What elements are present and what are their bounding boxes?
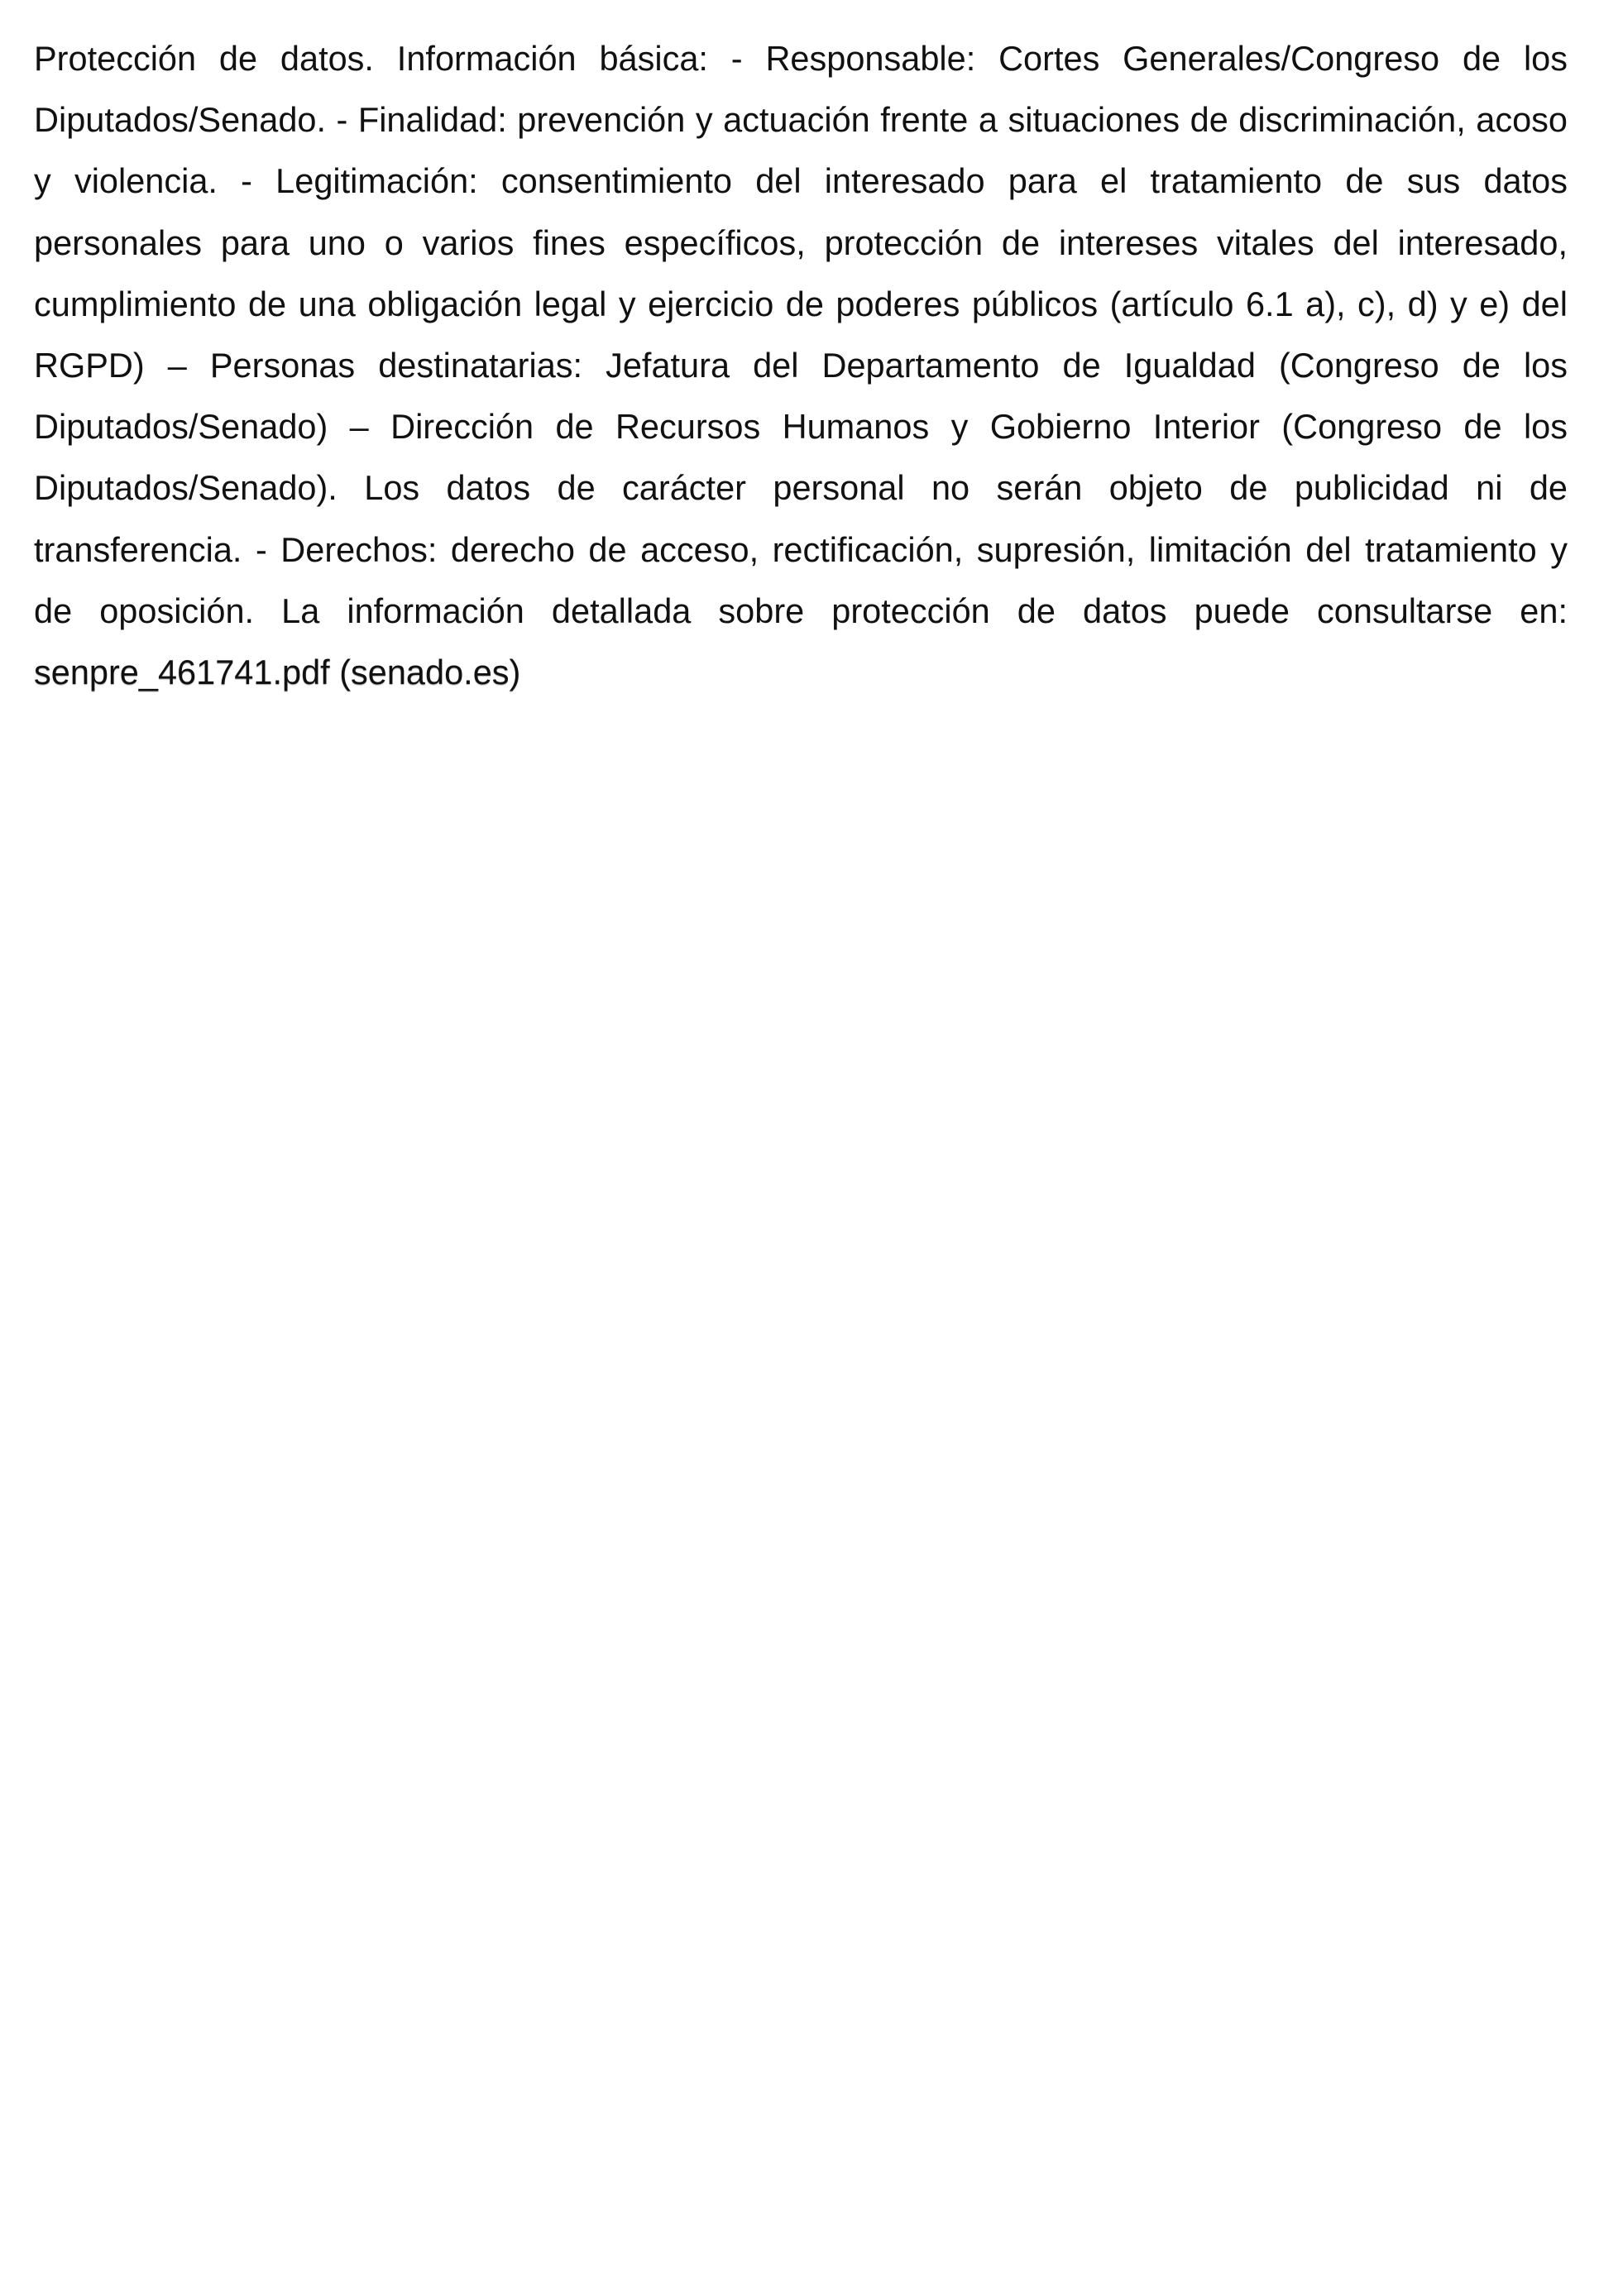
data-protection-notice [34,28,1568,703]
privacy-policy-link[interactable]: senpre_461741.pdf (senado.es) [34,653,521,692]
notice-text: Protección de datos. Información básica: - Responsable: Cortes Generales/Congreso de los Diputados/Senado. - Finalidad: prevención y actuación frente a situaciones de discriminación, acoso y violencia. - Legitimación: consentimiento del interesado para el tratamiento de sus datos personales para uno o varios fines específicos, protección de intereses vitales del interesado, cumplimiento de una obligación legal y ejercicio de poderes públicos (artículo 6.1 a), c), d) y e) del RGPD) – Personas destinatarias: Jefatura del Departamento de Igualdad (Congreso de los Diputados/Senado) – Dirección de Recursos Humanos y Gobierno Interior (Congreso de los Diputados/Senado). Los datos de carácter personal no serán objeto de publicidad ni de transferencia. - Derechos: derecho de acceso, rectificación, supresión, limitación del tratamiento y de oposición. La información detallada sobre protección de datos puede consultarse en: [34,39,1568,630]
